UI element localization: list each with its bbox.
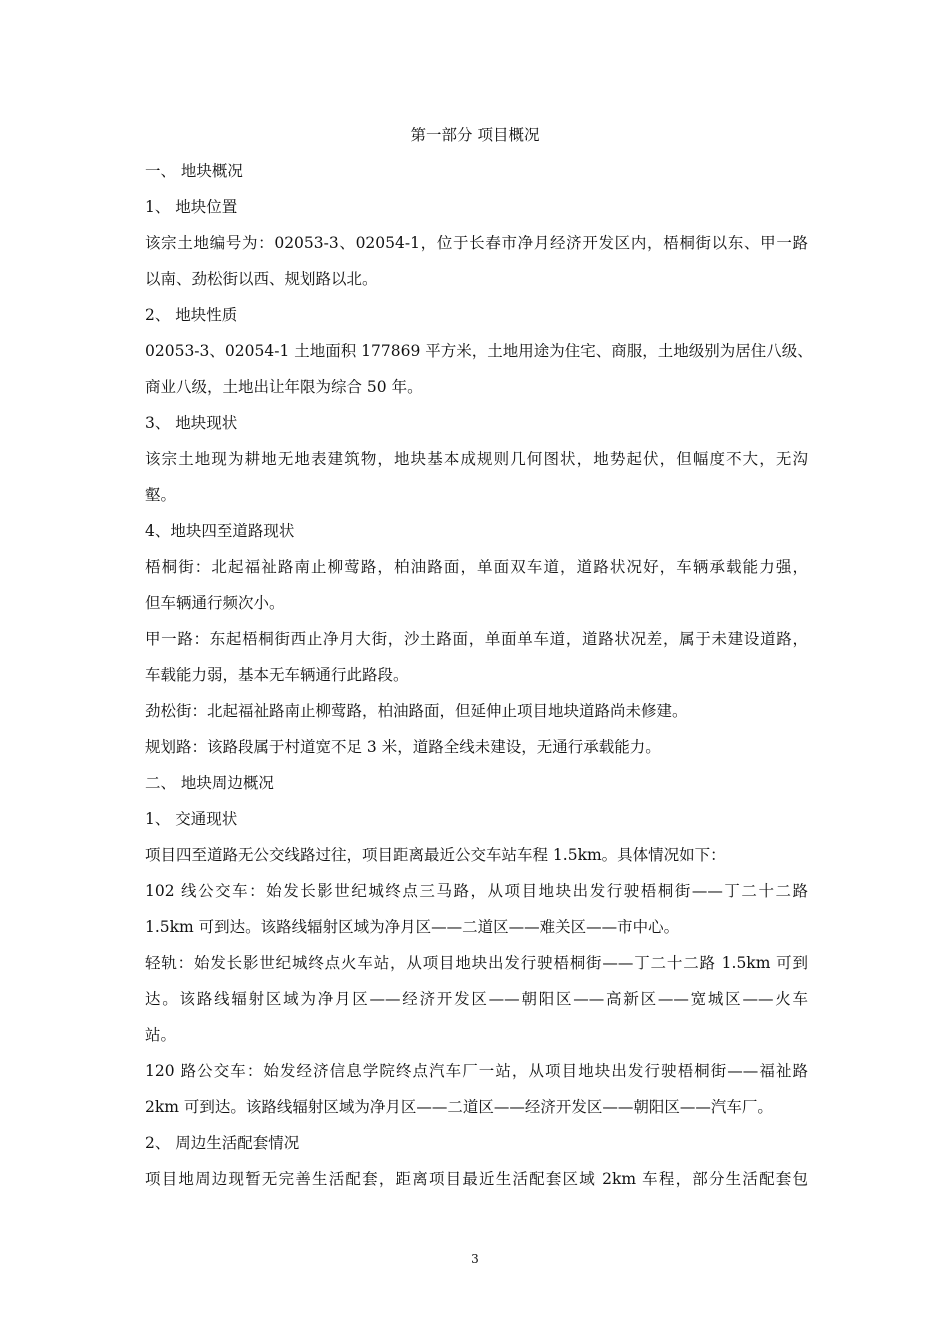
paragraph-nature-line-2: 商业八级，土地出让年限为综合 50 年。: [145, 378, 423, 396]
paragraph-bus-120-line-1: 120 路公交车：始发经济信息学院终点汽车厂一站，从项目地块出发行驶梧桐街——福祉路: [145, 1062, 808, 1080]
subsection-heading-traffic: 1、 交通现状: [145, 810, 238, 828]
paragraph-traffic-summary: 项目四至道路无公交线路过往，项目距离最近公交车站车程 1.5km。具体情况如下：: [145, 846, 726, 864]
paragraph-light-rail-line-2: 达。该路线辐射区域为净月区——经济开发区——朝阳区——高新区——宽城区——火车: [145, 990, 808, 1008]
page-number: 3: [471, 1252, 479, 1266]
paragraph-light-rail-line-1: 轻轨：始发长影世纪城终点火车站，从项目地块出发行驶梧桐街——丁二十二路 1.5km 可到: [145, 954, 808, 972]
paragraph-location-line-1: 该宗土地编号为：02053-3、02054-1，位于长春市净月经济开发区内，梧桐街以东、甲一路: [145, 234, 808, 252]
paragraph-bus-120-line-2: 2km 可到达。该路线辐射区域为净月区——二道区——经济开发区——朝阳区——汽车厂。: [145, 1098, 773, 1116]
paragraph-light-rail-line-3: 站。: [145, 1026, 177, 1044]
paragraph-status-line-2: 壑。: [145, 486, 177, 504]
subsection-heading-roads: 4、地块四至道路现状: [145, 522, 295, 540]
paragraph-bus-102-line-2: 1.5km 可到达。该路线辐射区域为净月区——二道区——难关区——市中心。: [145, 918, 680, 936]
subsection-heading-nature: 2、 地块性质: [145, 306, 238, 324]
paragraph-road-wutong-line-2: 但车辆通行频次小。: [145, 594, 285, 612]
paragraph-amenities-line-1: 项目地周边现暂无完善生活配套，距离项目最近生活配套区域 2km 车程，部分生活配套包: [145, 1170, 808, 1188]
paragraph-location-line-2: 以南、劲松街以西、规划路以北。: [145, 270, 378, 288]
section-heading-1: 一、 地块概况: [145, 162, 243, 180]
paragraph-road-jinsong: 劲松街：北起福祉路南止柳莺路，柏油路面，但延伸止项目地块道路尚未修建。: [145, 702, 688, 720]
paragraph-road-jiayi-line-2: 车载能力弱，基本无车辆通行此路段。: [145, 666, 409, 684]
paragraph-road-jiayi-line-1: 甲一路：东起梧桐街西止净月大街，沙土路面，单面单车道，道路状况差，属于未建设道路，: [145, 630, 808, 648]
paragraph-road-planned: 规划路：该路段属于村道宽不足 3 米，道路全线未建设，无通行承载能力。: [145, 738, 661, 756]
page-title: 第一部分 项目概况: [410, 126, 540, 144]
document-body: [145, 160, 813, 1204]
paragraph-road-wutong-line-1: 梧桐街：北起福祉路南止柳莺路，柏油路面，单面双车道，道路状况好，车辆承载能力强，: [145, 558, 808, 576]
section-heading-2: 二、 地块周边概况: [145, 774, 274, 792]
paragraph-status-line-1: 该宗土地现为耕地无地表建筑物，地块基本成规则几何图状，地势起伏，但幅度不大，无沟: [145, 450, 808, 468]
subsection-heading-status: 3、 地块现状: [145, 414, 238, 432]
paragraph-bus-102-line-1: 102 线公交车：始发长影世纪城终点三马路，从项目地块出发行驶梧桐街——丁二十二路: [145, 882, 808, 900]
subsection-heading-location: 1、 地块位置: [145, 198, 238, 216]
paragraph-nature-line-1: 02053-3、02054-1 土地面积 177869 平方米，土地用途为住宅、商服，土地级别为居住八级、: [145, 342, 813, 360]
subsection-heading-amenities: 2、 周边生活配套情况: [145, 1134, 300, 1152]
